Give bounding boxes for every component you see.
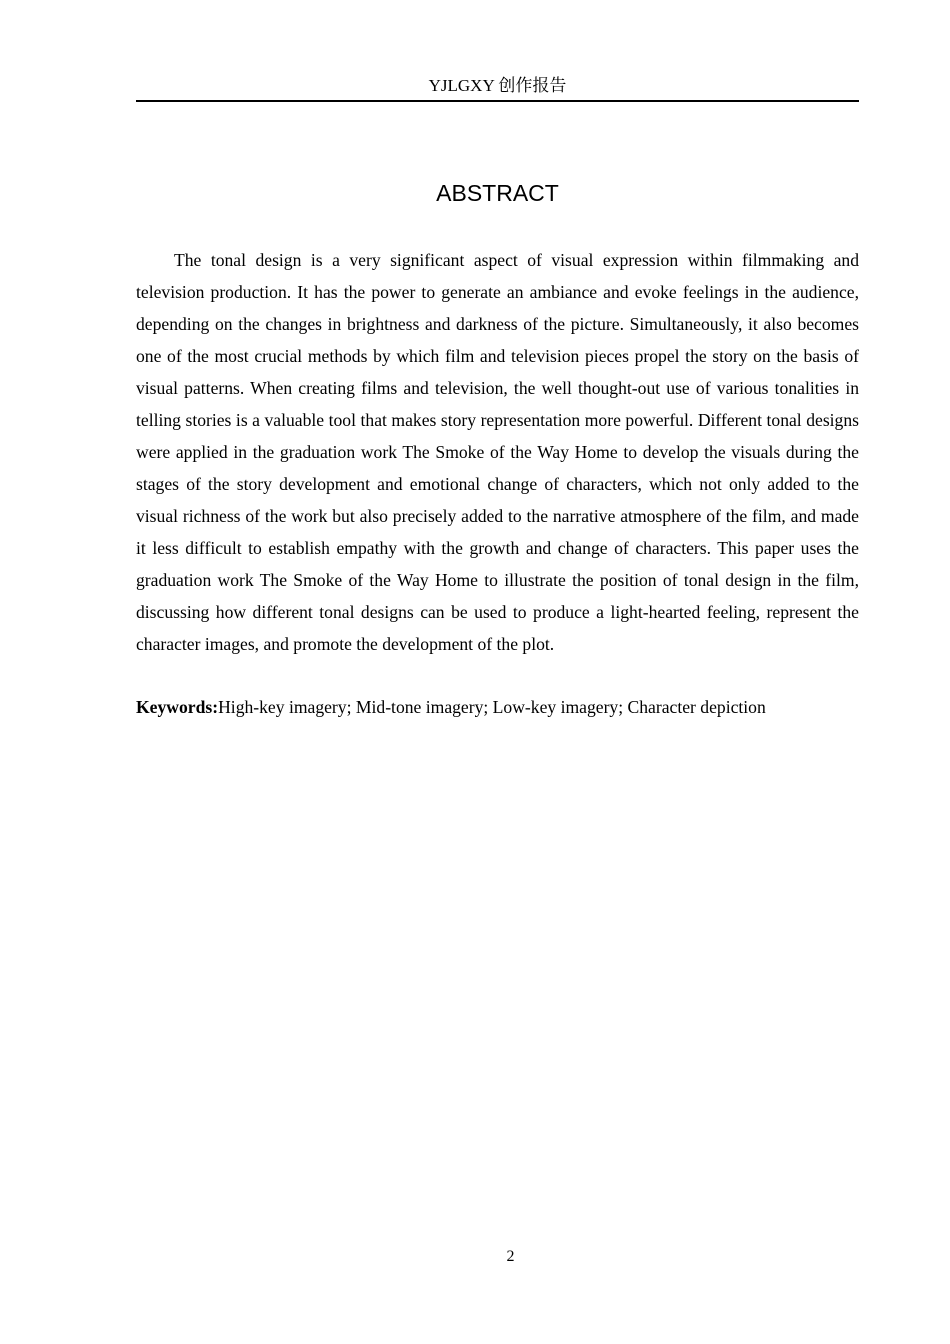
running-header — [136, 74, 859, 102]
keywords-value: High-key imagery; Mid-tone imagery; Low-key imagery; Character depiction — [218, 697, 766, 717]
running-header-title: YJLGXY 创作报告 — [428, 76, 567, 95]
page-number: 2 — [506, 1248, 515, 1265]
keywords-line — [136, 691, 859, 723]
abstract-paragraph: The tonal design is a very significant aspect of visual expression within filmmaking and television production. It has the power to generate an ambiance and evoke feelings in the audience, depending on the changes in brightness and darkness of the picture. Simultaneously, it also becomes one of the most crucial methods by which film and television pieces propel the story on the basis of visual patterns. When creating films and television, the well thought-out use of various tonalities in telling stories is a valuable tool that makes story representation more powerful. Different tonal designs were applied in the graduation work The Smoke of the Way Home to develop the visuals during the stages of the story development and emotional change of characters, which not only added to the visual richness of the work but also precisely added to the narrative atmosphere of the film, and made it less difficult to establish empathy with the growth and change of characters. This paper uses the graduation work The Smoke of the Way Home to illustrate the position of tonal design in the film, discussing how different tonal designs can be used to produce a light-hearted feeling, represent the character images, and promote the development of the plot. — [136, 250, 859, 654]
keywords-label: Keywords: — [136, 697, 219, 717]
page-title: ABSTRACT — [436, 180, 559, 206]
